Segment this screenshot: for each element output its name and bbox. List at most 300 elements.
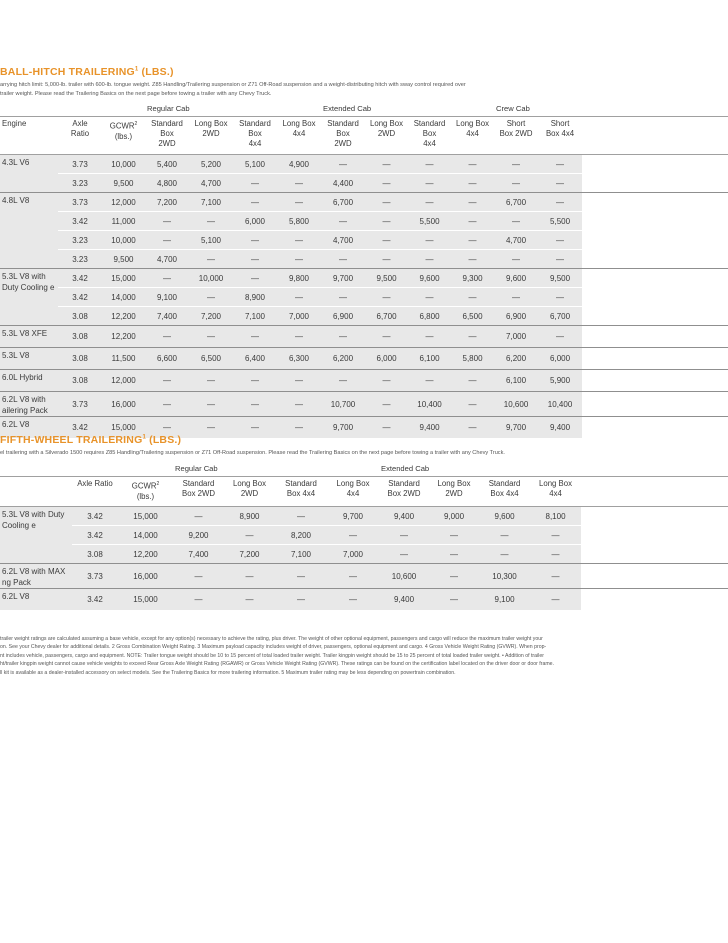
- table-cell: 6,700: [494, 193, 538, 212]
- col-ec-std-4x4: [408, 117, 451, 155]
- engine-cell: 6.2L V8: [0, 417, 58, 439]
- table-cell: 10,000: [102, 231, 145, 250]
- table-cell: 6,000: [538, 348, 582, 370]
- col-gcwr-l2: (lbs.): [114, 131, 133, 141]
- table-cell: 4,700: [494, 231, 538, 250]
- h2: Box: [160, 129, 174, 138]
- table-row: [0, 545, 728, 564]
- table-cell: 9,400: [379, 507, 429, 526]
- table-cell: —: [408, 193, 451, 212]
- col-ec-long-2wd: [365, 117, 408, 155]
- table-cell: 6,200: [494, 348, 538, 370]
- h1: Long Box: [539, 479, 572, 488]
- table-cell: 3.42: [72, 589, 118, 611]
- table-cell: 6,300: [277, 348, 321, 370]
- table-cell: —: [365, 250, 408, 269]
- engine-group: [0, 269, 728, 326]
- ball-cab-header-row: [0, 101, 728, 117]
- h3: 2WD: [334, 139, 352, 148]
- table-cell: 3.73: [58, 193, 102, 212]
- h1: Standard: [151, 119, 183, 128]
- h1: Standard: [388, 479, 420, 488]
- fifth-cab-header-row: [0, 461, 728, 477]
- table-cell: —: [277, 417, 321, 439]
- h2: Box 4x4: [490, 489, 519, 498]
- engine-cell: 6.2L V8 with ailering Pack: [0, 392, 58, 417]
- table-cell: 9,500: [102, 174, 145, 193]
- table-cell: 6,000: [365, 348, 408, 370]
- table-cell: 10,700: [321, 392, 365, 417]
- table-cell: —: [408, 174, 451, 193]
- table-cell: —: [494, 212, 538, 231]
- ball-hitch-desc-line2: trailer weight. Please read the Trailering Basics on the next page before towing a trailer with any Chevy Truck.: [0, 90, 272, 97]
- engine-cell: 5.3L V8 with Duty Cooling e: [0, 269, 58, 326]
- table-cell: —: [189, 250, 233, 269]
- table-cell: 6,000: [233, 212, 277, 231]
- table-cell: 3.42: [58, 288, 102, 307]
- table-cell: —: [145, 326, 189, 348]
- table-cell: 9,700: [321, 269, 365, 288]
- table-cell: 12,200: [118, 545, 173, 564]
- table-cell: —: [321, 288, 365, 307]
- table-cell: —: [145, 269, 189, 288]
- col-ec-std-4x4: [479, 477, 530, 507]
- table-cell: —: [451, 370, 494, 392]
- table-row: [0, 250, 728, 269]
- table-cell: —: [451, 326, 494, 348]
- table-cell: 6,100: [494, 370, 538, 392]
- h1: Long Box: [370, 119, 403, 128]
- table-cell: —: [365, 231, 408, 250]
- table-cell: 9,300: [451, 269, 494, 288]
- table-cell: 5,800: [451, 348, 494, 370]
- engine-cell: 5.3L V8: [0, 348, 58, 370]
- table-cell: 9,700: [494, 417, 538, 439]
- table-cell: 10,600: [494, 392, 538, 417]
- col-gcwr-text: GCWR: [109, 121, 135, 131]
- table-cell: —: [277, 288, 321, 307]
- table-cell: 6,200: [321, 348, 365, 370]
- table-cell: —: [408, 288, 451, 307]
- table-cell: —: [321, 212, 365, 231]
- col-axle-ratio: [58, 117, 102, 155]
- table-cell: 15,000: [118, 507, 173, 526]
- table-cell: 3.42: [58, 269, 102, 288]
- table-cell: 6,700: [365, 307, 408, 326]
- table-cell: —: [145, 370, 189, 392]
- table-cell: 12,000: [102, 193, 145, 212]
- table-row: [0, 526, 728, 545]
- table-cell: 11,000: [102, 212, 145, 231]
- table-cell: —: [538, 174, 582, 193]
- col-ec-std-2wd: [379, 477, 429, 507]
- table-cell: —: [233, 370, 277, 392]
- h3: 4x4: [248, 139, 262, 148]
- table-cell: —: [233, 269, 277, 288]
- col-ec-long-4x4: [530, 477, 581, 507]
- table-cell: 10,400: [538, 392, 582, 417]
- col-cc-short-4x4: [538, 117, 582, 155]
- engine-group: [0, 193, 728, 269]
- h1: Short: [506, 119, 526, 128]
- table-cell: 4,700: [145, 250, 189, 269]
- table-cell: —: [321, 370, 365, 392]
- table-cell: —: [173, 589, 224, 611]
- engine-group: [0, 348, 728, 370]
- table-cell: —: [233, 417, 277, 439]
- col-gcwr-l1: [102, 119, 145, 132]
- table-cell: —: [224, 564, 275, 589]
- table-cell: —: [365, 193, 408, 212]
- h2: 2WD: [377, 129, 396, 138]
- ball-hitch-title-sup: 1: [134, 66, 139, 73]
- engine-group: [0, 564, 728, 589]
- h1: Long Box: [282, 119, 316, 128]
- table-cell: 5,100: [189, 231, 233, 250]
- col-rc-long-4x4: [277, 117, 321, 155]
- table-cell: 10,000: [102, 155, 145, 174]
- table-cell: —: [479, 526, 530, 545]
- table-cell: 11,500: [102, 348, 145, 370]
- table-cell: 5,900: [538, 370, 582, 392]
- table-cell: 4,400: [321, 174, 365, 193]
- table-cell: 15,000: [118, 589, 173, 611]
- table-cell: 3.42: [72, 507, 118, 526]
- table-cell: 7,100: [189, 193, 233, 212]
- table-cell: 7,200: [189, 307, 233, 326]
- table-row: [0, 155, 728, 174]
- table-cell: —: [365, 288, 408, 307]
- table-cell: 9,600: [479, 507, 530, 526]
- h2: 2WD: [445, 489, 463, 498]
- table-cell: 9,500: [365, 269, 408, 288]
- table-cell: —: [538, 155, 582, 174]
- table-cell: 7,400: [145, 307, 189, 326]
- h1: Long Box: [336, 479, 370, 488]
- table-cell: 6,100: [408, 348, 451, 370]
- h3: 2WD: [158, 139, 176, 148]
- table-cell: 16,000: [102, 392, 145, 417]
- table-cell: 7,100: [275, 545, 327, 564]
- table-cell: —: [451, 174, 494, 193]
- h1: Standard: [239, 119, 271, 128]
- table-cell: 9,500: [538, 269, 582, 288]
- table-row: [0, 212, 728, 231]
- h1: Standard: [182, 479, 215, 488]
- h1: Short: [550, 119, 570, 128]
- fifth-wheel-description: [0, 449, 505, 458]
- table-cell: —: [494, 250, 538, 269]
- h2: Box 4x4: [286, 489, 316, 498]
- table-cell: 9,700: [327, 507, 379, 526]
- table-cell: 9,100: [145, 288, 189, 307]
- table-cell: —: [379, 545, 429, 564]
- fifth-wheel-title: [0, 434, 181, 446]
- table-cell: —: [451, 193, 494, 212]
- col-rc-std-2wd: [145, 117, 189, 155]
- table-row: [0, 507, 728, 526]
- col-axle-l2: Ratio: [70, 129, 90, 138]
- table-cell: 5,200: [189, 155, 233, 174]
- table-cell: —: [365, 417, 408, 439]
- table-cell: —: [189, 370, 233, 392]
- table-cell: 7,400: [173, 545, 224, 564]
- table-cell: —: [429, 545, 479, 564]
- engine-cell: 6.2L V8 with MAX ng Pack: [0, 564, 72, 589]
- ball-cab-extended: Extended Cab: [321, 101, 494, 117]
- table-row: [0, 589, 728, 611]
- table-cell: —: [451, 417, 494, 439]
- table-cell: —: [365, 174, 408, 193]
- col-rc-long-2wd: [189, 117, 233, 155]
- col-cc-short-2wd: [494, 117, 538, 155]
- table-cell: —: [451, 250, 494, 269]
- table-cell: —: [189, 417, 233, 439]
- table-cell: —: [408, 326, 451, 348]
- table-cell: —: [494, 174, 538, 193]
- table-cell: —: [277, 174, 321, 193]
- table-cell: —: [277, 250, 321, 269]
- footnote-line-2: on. See your Chevy dealer for additional details. 2 Gross Combination Weight Rating. 3 Maximum payload capacity includes weight of driver, passengers, optional equipment and cargo. 4 Gross Vehicle Weight Rating (GVWR). When prop-: [0, 644, 547, 651]
- table-cell: 6,700: [538, 307, 582, 326]
- table-cell: 6,800: [408, 307, 451, 326]
- col-gcwr-l2: (lbs.): [136, 491, 155, 501]
- table-cell: —: [145, 231, 189, 250]
- table-cell: 10,000: [189, 269, 233, 288]
- table-cell: —: [233, 326, 277, 348]
- table-cell: 4,700: [321, 231, 365, 250]
- fifth-wheel-table: [0, 461, 728, 610]
- table-row: [0, 174, 728, 193]
- col-ec-long-2wd: [429, 477, 479, 507]
- table-cell: —: [277, 370, 321, 392]
- table-row: [0, 307, 728, 326]
- table-cell: 4,800: [145, 174, 189, 193]
- table-cell: —: [233, 231, 277, 250]
- table-cell: —: [530, 526, 581, 545]
- engine-cell: 5.3L V8 XFE: [0, 326, 58, 348]
- table-cell: —: [365, 370, 408, 392]
- h2: 4x4: [549, 489, 562, 498]
- table-cell: —: [538, 193, 582, 212]
- col-gcwr-sup: 2: [156, 481, 160, 487]
- table-cell: 9,500: [102, 250, 145, 269]
- table-cell: —: [189, 326, 233, 348]
- table-cell: 3.23: [58, 250, 102, 269]
- table-cell: 16,000: [118, 564, 173, 589]
- table-cell: 9,700: [321, 417, 365, 439]
- table-cell: —: [277, 193, 321, 212]
- table-cell: —: [365, 155, 408, 174]
- table-cell: —: [408, 231, 451, 250]
- footnote-line-4: ht/trailer kingpin weight cannot cause vehicle weights to exceed Rear Gross Axle Weight Rating (RGAWR) or Gross Vehicle Weight Rating (GVWR). These ratings can be found on the certification label located on the driver door or door frame.: [0, 661, 554, 668]
- h3: 4x4: [423, 139, 436, 148]
- table-cell: —: [275, 589, 327, 611]
- h2: Box 2WD: [387, 489, 421, 498]
- col-gcwr: [118, 477, 173, 507]
- h1: Standard: [413, 119, 446, 128]
- table-cell: 5,400: [145, 155, 189, 174]
- table-cell: —: [408, 155, 451, 174]
- table-cell: 3.73: [58, 155, 102, 174]
- h2: 2WD: [202, 129, 220, 138]
- table-row: [0, 231, 728, 250]
- table-cell: 5,800: [277, 212, 321, 231]
- table-cell: —: [173, 507, 224, 526]
- table-cell: —: [408, 370, 451, 392]
- table-cell: —: [538, 250, 582, 269]
- ball-cab-regular: Regular Cab: [145, 101, 321, 117]
- ball-hitch-desc-line1: arrying hitch limit: 5,000-lb. trailer with 600-lb. tongue weight. Z85 Handling/Trailering suspension or Z71 Off-Road suspension and a weight-distributing hitch with sway control required over: [0, 82, 466, 88]
- table-cell: 6,900: [494, 307, 538, 326]
- engine-cell: 4.3L V6: [0, 155, 58, 193]
- engine-group: [0, 589, 728, 611]
- table-row: [0, 564, 728, 589]
- h2: Box: [248, 129, 262, 138]
- table-cell: 6,500: [451, 307, 494, 326]
- table-cell: —: [494, 155, 538, 174]
- engine-cell: 6.2L V8: [0, 589, 72, 611]
- table-cell: —: [451, 155, 494, 174]
- table-cell: 10,400: [408, 392, 451, 417]
- table-cell: —: [451, 212, 494, 231]
- h1: Long Box: [194, 119, 228, 128]
- table-cell: 9,600: [494, 269, 538, 288]
- table-cell: 6,700: [321, 193, 365, 212]
- h2: 2WD: [240, 489, 259, 498]
- table-cell: 3.42: [58, 212, 102, 231]
- col-gcwr: [102, 117, 145, 155]
- table-cell: 7,000: [277, 307, 321, 326]
- table-cell: 9,800: [277, 269, 321, 288]
- table-cell: —: [321, 250, 365, 269]
- table-cell: 3.08: [58, 348, 102, 370]
- table-row: [0, 269, 728, 288]
- h1: Standard: [285, 479, 317, 488]
- table-cell: 5,500: [538, 212, 582, 231]
- table-cell: —: [277, 326, 321, 348]
- engine-cell: 4.8L V8: [0, 193, 58, 269]
- ball-hitch-title-units: (LBS.): [141, 66, 174, 78]
- fifth-cab-regular: Regular Cab: [173, 461, 379, 477]
- table-cell: —: [451, 288, 494, 307]
- ball-hitch-title-text: BALL-HITCH TRAILERING: [0, 66, 135, 78]
- footnote-line-3: nt includes vehicle, passengers, cargo and equipment. NOTE: Trailer tongue weight should be 10 to 15 percent of total loaded trailer weight. Trailer kingpin weight should be 15 to 25 percent of total loaded trailer weight. • Addition of trailer: [0, 652, 544, 659]
- table-cell: —: [327, 526, 379, 545]
- table-cell: —: [145, 392, 189, 417]
- table-cell: 3.08: [58, 307, 102, 326]
- fifth-cab-extended: Extended Cab: [379, 461, 581, 477]
- engine-cell: 5.3L V8 with Duty Cooling e: [0, 507, 72, 564]
- table-cell: —: [321, 155, 365, 174]
- table-cell: —: [479, 545, 530, 564]
- table-cell: —: [145, 417, 189, 439]
- table-cell: —: [451, 231, 494, 250]
- col-rc-std-4x4: [233, 117, 277, 155]
- table-cell: —: [429, 564, 479, 589]
- table-cell: 5,500: [408, 212, 451, 231]
- col-rc-std-4x4: [275, 477, 327, 507]
- table-cell: —: [327, 564, 379, 589]
- table-cell: 9,100: [479, 589, 530, 611]
- table-cell: —: [408, 250, 451, 269]
- table-cell: —: [189, 392, 233, 417]
- table-cell: 3.08: [58, 370, 102, 392]
- table-cell: —: [277, 231, 321, 250]
- table-cell: 3.23: [58, 174, 102, 193]
- table-row: [0, 370, 728, 392]
- table-cell: 3.23: [58, 231, 102, 250]
- table-cell: —: [275, 564, 327, 589]
- table-cell: 14,000: [102, 288, 145, 307]
- table-cell: 12,200: [102, 326, 145, 348]
- table-cell: 3.73: [58, 392, 102, 417]
- engine-cell: 6.0L Hybrid: [0, 370, 58, 392]
- ball-hitch-table: [0, 101, 728, 438]
- table-cell: 6,600: [145, 348, 189, 370]
- table-cell: —: [275, 507, 327, 526]
- table-cell: 6,900: [321, 307, 365, 326]
- h1: Long Box: [437, 479, 471, 488]
- table-cell: 7,200: [224, 545, 275, 564]
- footnote-line-5: ll kit is available as a dealer-installed accessory on select models. See the Trailering Basics for more trailering information. 5 Maximum trailer rating may be less depending on powertrain combination.: [0, 669, 456, 676]
- ball-cab-crew: Crew Cab: [494, 101, 582, 117]
- table-cell: 9,400: [408, 417, 451, 439]
- table-cell: —: [365, 212, 408, 231]
- col-gcwr-text: GCWR: [131, 481, 157, 491]
- table-cell: 7,100: [233, 307, 277, 326]
- engine-group: [0, 155, 728, 193]
- table-cell: —: [224, 526, 275, 545]
- table-row: [0, 193, 728, 212]
- table-cell: 9,600: [408, 269, 451, 288]
- table-cell: —: [538, 288, 582, 307]
- table-row: [0, 288, 728, 307]
- h2: 4x4: [466, 129, 479, 138]
- footnote-line-1: trailer weight ratings are calculated assuming a base vehicle, except for any option(s) necessary to achieve the rating, plus driver. The weight of other optional equipment, passengers and cargo will reduce the maximum trailer weight your: [0, 636, 543, 642]
- table-cell: 10,300: [479, 564, 530, 589]
- table-cell: 3.42: [58, 417, 102, 439]
- table-cell: —: [379, 526, 429, 545]
- engine-group: [0, 326, 728, 348]
- table-cell: 6,500: [189, 348, 233, 370]
- col-rc-long-2wd: [224, 477, 275, 507]
- table-cell: 7,200: [145, 193, 189, 212]
- h2: Box 2WD: [182, 489, 215, 498]
- table-cell: —: [365, 326, 408, 348]
- table-cell: 8,100: [530, 507, 581, 526]
- footnotes: [0, 635, 728, 677]
- table-cell: —: [429, 526, 479, 545]
- table-cell: —: [494, 288, 538, 307]
- table-cell: —: [189, 288, 233, 307]
- table-row: [0, 392, 728, 417]
- fifth-wheel-title-units: (LBS.): [149, 434, 182, 446]
- table-cell: —: [538, 231, 582, 250]
- h2: 4x4: [292, 129, 306, 138]
- table-cell: 10,600: [379, 564, 429, 589]
- table-cell: —: [530, 564, 581, 589]
- col-axle-ratio: Axle Ratio: [72, 477, 118, 507]
- fifth-wheel-desc-line1: el trailering with a Silverado 1500 requires Z85 Handling/Trailering suspension or Z71 Off-Road suspension. Please read the Trailering Basics on the next page before towing a trailer with any Chevy Truck.: [0, 450, 505, 456]
- h1: Long Box: [233, 479, 266, 488]
- table-cell: 9,000: [429, 507, 479, 526]
- table-cell: 14,000: [118, 526, 173, 545]
- h1: Long Box: [456, 119, 489, 128]
- h2: Box 2WD: [499, 129, 533, 138]
- table-cell: 3.73: [72, 564, 118, 589]
- table-cell: 12,200: [102, 307, 145, 326]
